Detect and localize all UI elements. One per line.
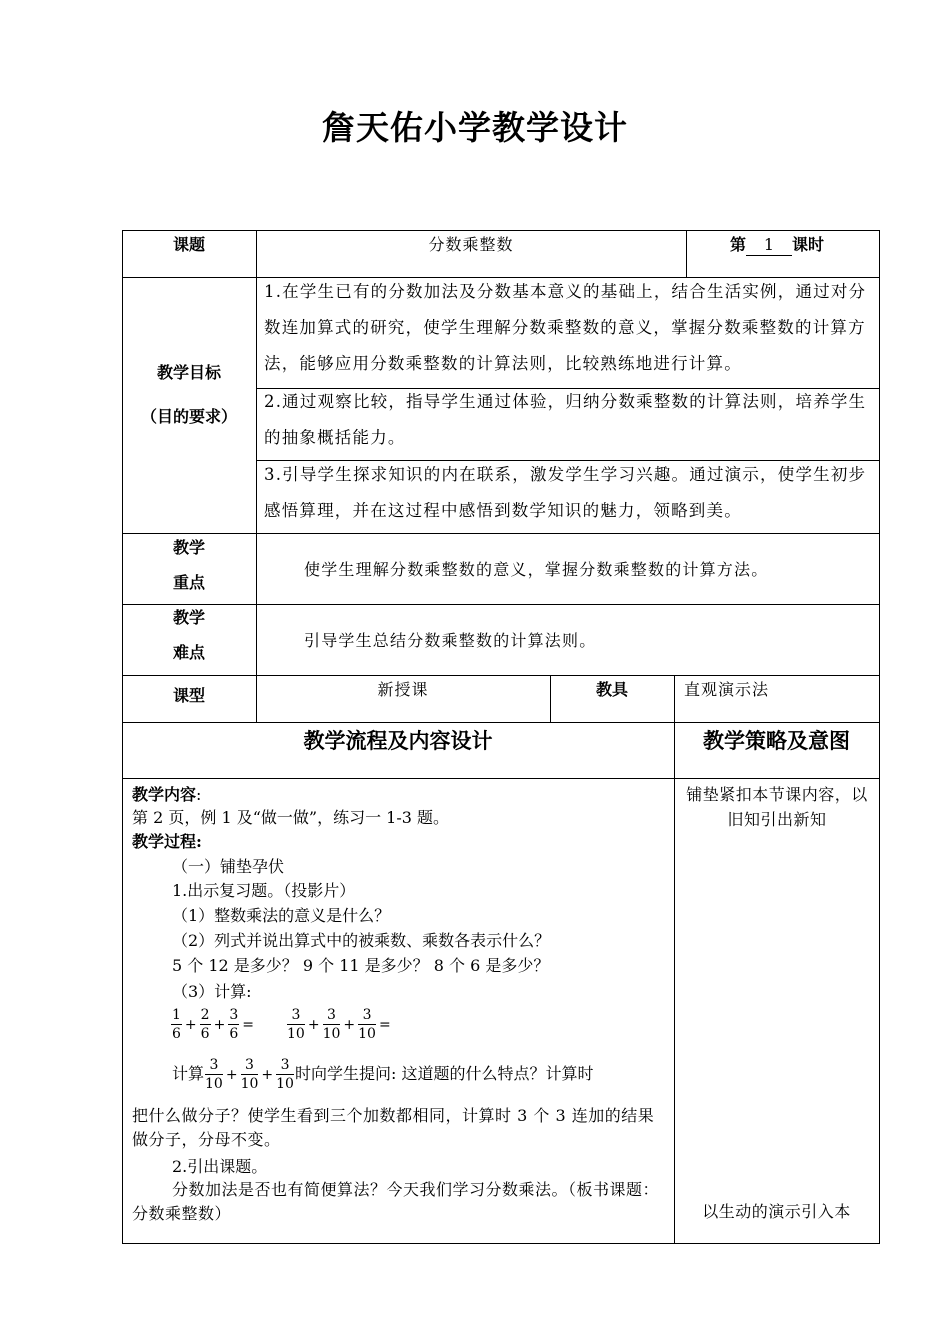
process-label: 教学过程: bbox=[132, 832, 202, 851]
step-2: 2.引出课题。 bbox=[172, 1157, 268, 1176]
topic-label: 课题 bbox=[172, 235, 205, 254]
fraction-expression-2: $\frac{3}{10}$ + $\frac{3}{10}$ + $\frac{3}{10}$ = bbox=[287, 1006, 391, 1042]
objective-item-1: 1.在学生已有的分数加法及分数基本意义的基础上，结合生活实例，通过对分数连加算式的研究，使学生理解分数乘整数的意义，掌握分数乘整数的计算方法，能够应用分数乘整数的计算法则，比较熟练地进行计算。 bbox=[264, 282, 867, 373]
row-divider bbox=[122, 604, 880, 605]
tools-label: 教具 bbox=[595, 680, 628, 699]
row-divider bbox=[122, 533, 880, 534]
calc-continuation: 把什么做分子？使学生看到三个加数都相同，计算时 3 个 3 连加的结果做分子，分母不变。 bbox=[132, 1106, 655, 1149]
question-1: （1）整数乘法的意义是什么？ bbox=[172, 906, 391, 925]
table-border-top bbox=[122, 230, 880, 231]
difficulty-value: 引导学生总结分数乘整数的计算法则。 bbox=[304, 631, 597, 650]
label-column-divider bbox=[256, 230, 257, 723]
key-point-sublabel: 重点 bbox=[172, 573, 205, 592]
step-1-1: 1.出示复习题。（投影片） bbox=[172, 881, 356, 900]
objective-item-2: 2.通过观察比较，指导学生通过体验，归纳分数乘整数的计算法则，培养学生的抽象概括能力。 bbox=[264, 392, 867, 447]
step-1: （一）铺垫孕伏 bbox=[172, 857, 285, 876]
process-header: 教学流程及内容设计 bbox=[303, 728, 493, 753]
fraction: $\frac{3}{10}$ bbox=[276, 1056, 294, 1092]
tools-divider-right bbox=[674, 675, 675, 1244]
calc-suffix: 时向学生提问: 这道题的什么特点？计算时 bbox=[294, 1064, 594, 1083]
fraction: $\frac{3}{10}$ bbox=[322, 1006, 341, 1042]
lesson-period bbox=[730, 235, 824, 256]
content-label: 教学内容 bbox=[132, 785, 197, 804]
fraction: $\frac{3}{10}$ bbox=[240, 1056, 259, 1092]
table-border-bottom bbox=[122, 1243, 880, 1244]
question-2-detail: 5 个 12 是多少？ 9 个 11 是多少？ 8 个 6 是多少？ bbox=[172, 956, 550, 975]
difficulty-label: 教学 bbox=[172, 608, 205, 627]
fraction: $\frac{3}{10}$ bbox=[205, 1056, 223, 1092]
period-column-divider bbox=[686, 230, 687, 278]
key-point-value: 使学生理解分数乘整数的意义，掌握分数乘整数的计算方法。 bbox=[304, 560, 769, 579]
period-prefix: 第 bbox=[730, 235, 747, 254]
content-heading bbox=[132, 785, 201, 805]
strategy-note-2: 以生动的演示引入本 bbox=[702, 1202, 851, 1221]
objectives-label: 教学目标 bbox=[156, 363, 221, 382]
strategy-header: 教学策略及意图 bbox=[703, 728, 850, 753]
fraction: $\frac{3}{10}$ bbox=[358, 1006, 376, 1042]
difficulty-sublabel: 难点 bbox=[172, 643, 205, 662]
fraction: $\frac{1}{6}$ bbox=[172, 1006, 181, 1042]
fraction: $\frac{2}{6}$ bbox=[200, 1006, 210, 1042]
calc-question: 计算 $\frac{3}{10}$ + $\frac{3}{10}$ + $\frac{3}{10}$ 时向学生提问: 这道题的什么特点？计算时 bbox=[172, 1056, 594, 1092]
question-2: （2）列式并说出算式中的被乘数、乘数各表示什么？ bbox=[172, 931, 551, 950]
fraction: $\frac{3}{6}$ bbox=[229, 1006, 239, 1042]
objectives-sublabel: （目的要求） bbox=[140, 407, 237, 426]
period-number: 1 bbox=[746, 235, 792, 256]
step-2-text: 分数加法是否也有简便算法？今天我们学习分数乘法。（板书课题：分数乘整数） bbox=[132, 1180, 660, 1223]
content-colon: : bbox=[196, 785, 202, 804]
key-point-label: 教学 bbox=[172, 538, 205, 557]
lesson-type-label: 课型 bbox=[172, 686, 205, 705]
objective-item-3: 3.引导学生探求知识的内在联系，激发学生学习兴趣。通过演示，使学生初步感悟算理，并在这过程中感悟到数学知识的魅力，领略到美。 bbox=[264, 465, 867, 520]
lesson-type-value: 新授课 bbox=[377, 680, 429, 699]
table-border-right bbox=[879, 230, 880, 1244]
row-divider bbox=[122, 722, 880, 723]
topic-value: 分数乘整数 bbox=[428, 235, 514, 254]
row-divider bbox=[122, 675, 880, 676]
fraction-expression-1: $\frac{1}{6}$ + $\frac{2}{6}$ + $\frac{3}{6}$ = bbox=[172, 1006, 254, 1042]
strategy-note-1: 铺垫紧扣本节课内容，以旧知引出新知 bbox=[686, 785, 868, 829]
fraction: $\frac{3}{10}$ bbox=[287, 1006, 305, 1042]
row-divider bbox=[122, 778, 880, 779]
content-text: 第 2 页，例 1 及“做一做”，练习一 1-3 题。 bbox=[132, 808, 450, 827]
question-3: （3）计算: bbox=[172, 982, 252, 1001]
period-suffix: 课时 bbox=[792, 235, 825, 254]
calc-prefix: 计算 bbox=[172, 1064, 205, 1083]
tools-value: 直观演示法 bbox=[684, 680, 770, 699]
document-title: 詹天佑小学教学设计 bbox=[322, 108, 628, 147]
